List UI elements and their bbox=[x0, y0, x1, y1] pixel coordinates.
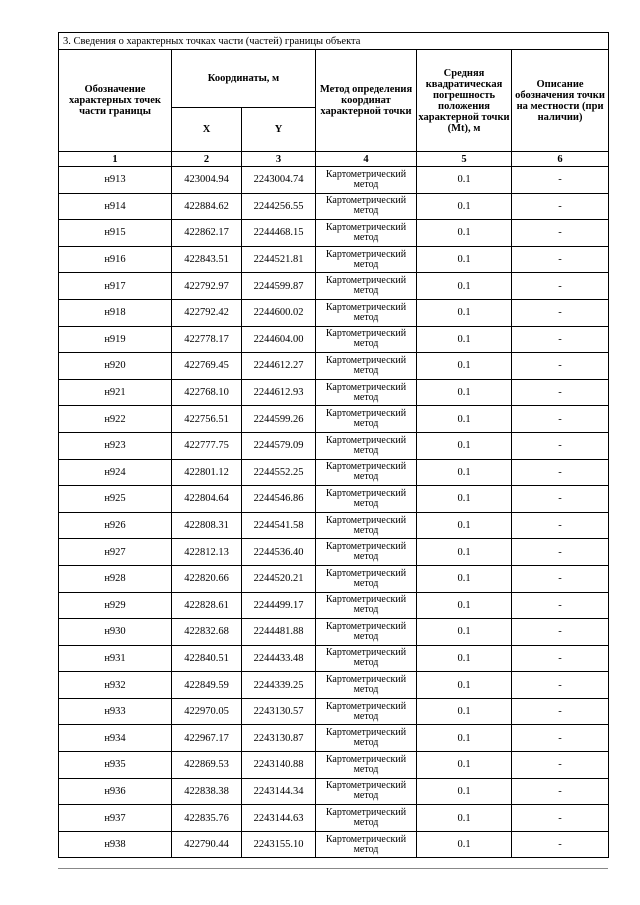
method-line-1: Картометрический bbox=[325, 275, 407, 287]
table-row bbox=[59, 379, 609, 406]
coordinate-x: 422792.42 bbox=[172, 299, 242, 326]
coordinate-x: 422804.64 bbox=[172, 486, 242, 513]
column-number: 2 bbox=[172, 152, 242, 167]
section-title: 3. Сведения о характерных точках части (частей) границы объекта bbox=[59, 33, 609, 50]
method-line-2: метод bbox=[353, 391, 379, 403]
point-description: - bbox=[512, 512, 609, 539]
mean-square-error: 0.1 bbox=[417, 353, 512, 380]
method-line-2: метод bbox=[353, 604, 379, 616]
mean-square-error: 0.1 bbox=[417, 539, 512, 566]
method-line-1: Картометрический bbox=[325, 674, 407, 686]
header-description: Описание обозначения точки на местности (при наличии) bbox=[512, 50, 609, 152]
method-cell bbox=[316, 539, 417, 566]
mean-square-error: 0.1 bbox=[417, 406, 512, 433]
mean-square-error: 0.1 bbox=[417, 831, 512, 858]
point-designation: н924 bbox=[59, 459, 172, 486]
coordinate-x: 422792.97 bbox=[172, 273, 242, 300]
point-description: - bbox=[512, 299, 609, 326]
method-cell bbox=[316, 645, 417, 672]
coordinate-x: 422778.17 bbox=[172, 326, 242, 353]
method-line-2: метод bbox=[353, 817, 379, 829]
coordinate-y: 2243144.34 bbox=[242, 778, 316, 805]
point-designation: н913 bbox=[59, 167, 172, 194]
header-method: Метод определения координат характерной точки bbox=[316, 50, 417, 152]
method-cell bbox=[316, 326, 417, 353]
point-designation: н933 bbox=[59, 698, 172, 725]
method-line-1: Картометрический bbox=[325, 647, 407, 659]
method-cell bbox=[316, 353, 417, 380]
method-cell bbox=[316, 725, 417, 752]
point-designation: н938 bbox=[59, 831, 172, 858]
mean-square-error: 0.1 bbox=[417, 725, 512, 752]
table-row bbox=[59, 512, 609, 539]
mean-square-error: 0.1 bbox=[417, 512, 512, 539]
mean-square-error: 0.1 bbox=[417, 486, 512, 513]
method-line-2: метод bbox=[353, 471, 379, 483]
coordinate-y: 2244599.26 bbox=[242, 406, 316, 433]
coordinate-y: 2244468.15 bbox=[242, 220, 316, 247]
method-line-1: Картометрический bbox=[325, 620, 407, 632]
table-row bbox=[59, 353, 609, 380]
method-line-2: метод bbox=[353, 577, 379, 589]
coordinate-y: 2243130.87 bbox=[242, 725, 316, 752]
point-designation: н925 bbox=[59, 486, 172, 513]
coordinate-x: 423004.94 bbox=[172, 167, 242, 194]
method-cell bbox=[316, 698, 417, 725]
method-line-1: Картометрический bbox=[325, 195, 407, 207]
method-line-2: метод bbox=[353, 497, 379, 509]
table-row bbox=[59, 539, 609, 566]
header-error: Средняя квадратическая погрешность положения характерной точки (Mt), м bbox=[417, 50, 512, 152]
method-cell bbox=[316, 778, 417, 805]
table-row bbox=[59, 459, 609, 486]
table-row bbox=[59, 778, 609, 805]
method-line-2: метод bbox=[353, 551, 379, 563]
mean-square-error: 0.1 bbox=[417, 246, 512, 273]
mean-square-error: 0.1 bbox=[417, 672, 512, 699]
method-cell bbox=[316, 379, 417, 406]
point-designation: н919 bbox=[59, 326, 172, 353]
coordinate-x: 422801.12 bbox=[172, 459, 242, 486]
method-line-1: Картометрический bbox=[325, 248, 407, 260]
method-line-1: Картометрический bbox=[325, 461, 407, 473]
coordinate-y: 2244499.17 bbox=[242, 592, 316, 619]
mean-square-error: 0.1 bbox=[417, 379, 512, 406]
coordinate-y: 2244546.86 bbox=[242, 486, 316, 513]
mean-square-error: 0.1 bbox=[417, 619, 512, 646]
coordinate-y: 2244599.87 bbox=[242, 273, 316, 300]
method-line-2: метод bbox=[353, 364, 379, 376]
method-cell bbox=[316, 193, 417, 220]
coordinate-y: 2244520.21 bbox=[242, 565, 316, 592]
column-number: 3 bbox=[242, 152, 316, 167]
point-description: - bbox=[512, 406, 609, 433]
coordinate-x: 422808.31 bbox=[172, 512, 242, 539]
method-line-1: Картометрический bbox=[325, 541, 407, 553]
point-description: - bbox=[512, 193, 609, 220]
method-line-1: Картометрический bbox=[325, 727, 407, 739]
method-line-2: метод bbox=[353, 737, 379, 749]
coordinate-x: 422812.13 bbox=[172, 539, 242, 566]
method-cell bbox=[316, 565, 417, 592]
table-row bbox=[59, 246, 609, 273]
method-cell bbox=[316, 805, 417, 832]
coordinate-y: 2244612.93 bbox=[242, 379, 316, 406]
mean-square-error: 0.1 bbox=[417, 592, 512, 619]
table-row bbox=[59, 831, 609, 858]
point-description: - bbox=[512, 645, 609, 672]
point-designation: н916 bbox=[59, 246, 172, 273]
point-description: - bbox=[512, 565, 609, 592]
header-coordinates: Координаты, м bbox=[172, 50, 316, 108]
table-row bbox=[59, 672, 609, 699]
point-designation: н934 bbox=[59, 725, 172, 752]
coordinate-y: 2244521.81 bbox=[242, 246, 316, 273]
point-description: - bbox=[512, 432, 609, 459]
method-line-1: Картометрический bbox=[325, 408, 407, 420]
point-designation: н923 bbox=[59, 432, 172, 459]
table-row bbox=[59, 406, 609, 433]
method-line-1: Картометрический bbox=[325, 514, 407, 526]
table-row bbox=[59, 326, 609, 353]
table-row bbox=[59, 645, 609, 672]
mean-square-error: 0.1 bbox=[417, 565, 512, 592]
point-designation: н928 bbox=[59, 565, 172, 592]
point-designation: н927 bbox=[59, 539, 172, 566]
mean-square-error: 0.1 bbox=[417, 698, 512, 725]
point-designation: н921 bbox=[59, 379, 172, 406]
coordinate-y: 2244256.55 bbox=[242, 193, 316, 220]
method-line-2: метод bbox=[353, 338, 379, 350]
table-row bbox=[59, 299, 609, 326]
mean-square-error: 0.1 bbox=[417, 805, 512, 832]
method-line-2: метод bbox=[353, 178, 379, 190]
mean-square-error: 0.1 bbox=[417, 645, 512, 672]
table-row bbox=[59, 193, 609, 220]
point-description: - bbox=[512, 539, 609, 566]
method-line-2: метод bbox=[353, 311, 379, 323]
method-cell bbox=[316, 672, 417, 699]
column-number: 1 bbox=[59, 152, 172, 167]
point-description: - bbox=[512, 592, 609, 619]
coordinate-y: 2243004.74 bbox=[242, 167, 316, 194]
coordinate-y: 2244339.25 bbox=[242, 672, 316, 699]
method-line-2: метод bbox=[353, 444, 379, 456]
method-line-1: Картометрический bbox=[325, 700, 407, 712]
method-cell bbox=[316, 432, 417, 459]
coordinate-y: 2244536.40 bbox=[242, 539, 316, 566]
point-description: - bbox=[512, 486, 609, 513]
column-number: 6 bbox=[512, 152, 609, 167]
method-cell bbox=[316, 246, 417, 273]
coordinate-x: 422838.38 bbox=[172, 778, 242, 805]
method-cell bbox=[316, 167, 417, 194]
coordinate-x: 422970.05 bbox=[172, 698, 242, 725]
coordinate-x: 422840.51 bbox=[172, 645, 242, 672]
point-description: - bbox=[512, 805, 609, 832]
method-line-2: метод bbox=[353, 684, 379, 696]
method-line-1: Картометрический bbox=[325, 328, 407, 340]
method-line-2: метод bbox=[353, 790, 379, 802]
method-line-2: метод bbox=[353, 205, 379, 217]
method-line-1: Картометрический bbox=[325, 301, 407, 313]
mean-square-error: 0.1 bbox=[417, 193, 512, 220]
coordinate-y: 2243140.88 bbox=[242, 752, 316, 779]
table-row bbox=[59, 565, 609, 592]
coordinate-x: 422849.59 bbox=[172, 672, 242, 699]
method-cell bbox=[316, 220, 417, 247]
column-numbers-row bbox=[59, 152, 609, 167]
point-designation: н915 bbox=[59, 220, 172, 247]
method-line-2: метод bbox=[353, 630, 379, 642]
coordinate-y: 2243155.10 bbox=[242, 831, 316, 858]
method-line-1: Картометрический bbox=[325, 833, 407, 845]
method-line-1: Картометрический bbox=[325, 168, 407, 180]
method-cell bbox=[316, 592, 417, 619]
coordinate-x: 422843.51 bbox=[172, 246, 242, 273]
header-y: Y bbox=[242, 108, 316, 152]
method-cell bbox=[316, 486, 417, 513]
table-row bbox=[59, 805, 609, 832]
method-line-2: метод bbox=[353, 418, 379, 430]
coordinate-y: 2244541.58 bbox=[242, 512, 316, 539]
point-designation: н917 bbox=[59, 273, 172, 300]
mean-square-error: 0.1 bbox=[417, 167, 512, 194]
method-cell bbox=[316, 406, 417, 433]
mean-square-error: 0.1 bbox=[417, 459, 512, 486]
point-description: - bbox=[512, 752, 609, 779]
point-designation: н935 bbox=[59, 752, 172, 779]
table-row bbox=[59, 273, 609, 300]
point-description: - bbox=[512, 220, 609, 247]
table-row bbox=[59, 432, 609, 459]
point-designation: н920 bbox=[59, 353, 172, 380]
point-designation: н926 bbox=[59, 512, 172, 539]
method-line-2: метод bbox=[353, 710, 379, 722]
point-designation: н932 bbox=[59, 672, 172, 699]
method-line-1: Картометрический bbox=[325, 567, 407, 579]
point-designation: н922 bbox=[59, 406, 172, 433]
point-designation: н931 bbox=[59, 645, 172, 672]
table-row bbox=[59, 619, 609, 646]
point-description: - bbox=[512, 326, 609, 353]
point-designation: н937 bbox=[59, 805, 172, 832]
point-description: - bbox=[512, 672, 609, 699]
coordinate-x: 422967.17 bbox=[172, 725, 242, 752]
mean-square-error: 0.1 bbox=[417, 299, 512, 326]
coordinate-y: 2243130.57 bbox=[242, 698, 316, 725]
point-designation: н918 bbox=[59, 299, 172, 326]
point-designation: н929 bbox=[59, 592, 172, 619]
coordinate-x: 422835.76 bbox=[172, 805, 242, 832]
method-line-2: метод bbox=[353, 258, 379, 270]
method-line-2: метод bbox=[353, 843, 379, 855]
method-cell bbox=[316, 273, 417, 300]
coordinate-x: 422820.66 bbox=[172, 565, 242, 592]
mean-square-error: 0.1 bbox=[417, 432, 512, 459]
point-description: - bbox=[512, 167, 609, 194]
mean-square-error: 0.1 bbox=[417, 273, 512, 300]
method-cell bbox=[316, 512, 417, 539]
point-description: - bbox=[512, 619, 609, 646]
coordinate-x: 422869.53 bbox=[172, 752, 242, 779]
coordinate-y: 2244579.09 bbox=[242, 432, 316, 459]
points-table-body bbox=[59, 167, 609, 858]
point-description: - bbox=[512, 725, 609, 752]
coordinate-x: 422828.61 bbox=[172, 592, 242, 619]
method-cell bbox=[316, 619, 417, 646]
method-line-1: Картометрический bbox=[325, 354, 407, 366]
header-x: X bbox=[172, 108, 242, 152]
mean-square-error: 0.1 bbox=[417, 326, 512, 353]
method-line-1: Картометрический bbox=[325, 434, 407, 446]
method-line-2: метод bbox=[353, 657, 379, 669]
column-number: 4 bbox=[316, 152, 417, 167]
coordinate-x: 422790.44 bbox=[172, 831, 242, 858]
table-row bbox=[59, 167, 609, 194]
point-designation: н914 bbox=[59, 193, 172, 220]
table-row bbox=[59, 698, 609, 725]
header-point: Обозначение характерных точек части границы bbox=[59, 50, 172, 152]
method-cell bbox=[316, 752, 417, 779]
document-sheet bbox=[58, 32, 608, 858]
coordinate-x: 422756.51 bbox=[172, 406, 242, 433]
boundary-points-table bbox=[58, 32, 609, 858]
point-description: - bbox=[512, 273, 609, 300]
method-line-1: Картометрический bbox=[325, 594, 407, 606]
column-number: 5 bbox=[417, 152, 512, 167]
coordinate-y: 2244612.27 bbox=[242, 353, 316, 380]
method-line-2: метод bbox=[353, 285, 379, 297]
point-description: - bbox=[512, 459, 609, 486]
point-description: - bbox=[512, 831, 609, 858]
point-description: - bbox=[512, 353, 609, 380]
method-line-1: Картометрический bbox=[325, 487, 407, 499]
mean-square-error: 0.1 bbox=[417, 220, 512, 247]
table-row bbox=[59, 592, 609, 619]
point-description: - bbox=[512, 778, 609, 805]
coordinate-x: 422884.62 bbox=[172, 193, 242, 220]
table-row bbox=[59, 486, 609, 513]
method-cell bbox=[316, 459, 417, 486]
method-line-1: Картометрический bbox=[325, 381, 407, 393]
coordinate-y: 2243144.63 bbox=[242, 805, 316, 832]
method-line-1: Картометрический bbox=[325, 221, 407, 233]
coordinate-y: 2244552.25 bbox=[242, 459, 316, 486]
point-description: - bbox=[512, 246, 609, 273]
method-line-1: Картометрический bbox=[325, 807, 407, 819]
coordinate-y: 2244600.02 bbox=[242, 299, 316, 326]
table-row bbox=[59, 752, 609, 779]
point-description: - bbox=[512, 698, 609, 725]
method-line-2: метод bbox=[353, 524, 379, 536]
table-row bbox=[59, 220, 609, 247]
coordinate-x: 422769.45 bbox=[172, 353, 242, 380]
point-description: - bbox=[512, 379, 609, 406]
footer-divider bbox=[58, 868, 608, 869]
coordinate-y: 2244481.88 bbox=[242, 619, 316, 646]
coordinate-x: 422832.68 bbox=[172, 619, 242, 646]
method-line-2: метод bbox=[353, 231, 379, 243]
coordinate-y: 2244433.48 bbox=[242, 645, 316, 672]
coordinate-x: 422768.10 bbox=[172, 379, 242, 406]
point-designation: н936 bbox=[59, 778, 172, 805]
mean-square-error: 0.1 bbox=[417, 778, 512, 805]
coordinate-x: 422862.17 bbox=[172, 220, 242, 247]
method-line-1: Картометрический bbox=[325, 780, 407, 792]
method-cell bbox=[316, 831, 417, 858]
mean-square-error: 0.1 bbox=[417, 752, 512, 779]
method-line-2: метод bbox=[353, 763, 379, 775]
coordinate-x: 422777.75 bbox=[172, 432, 242, 459]
point-designation: н930 bbox=[59, 619, 172, 646]
method-line-1: Картометрический bbox=[325, 753, 407, 765]
coordinate-y: 2244604.00 bbox=[242, 326, 316, 353]
method-cell bbox=[316, 299, 417, 326]
table-row bbox=[59, 725, 609, 752]
